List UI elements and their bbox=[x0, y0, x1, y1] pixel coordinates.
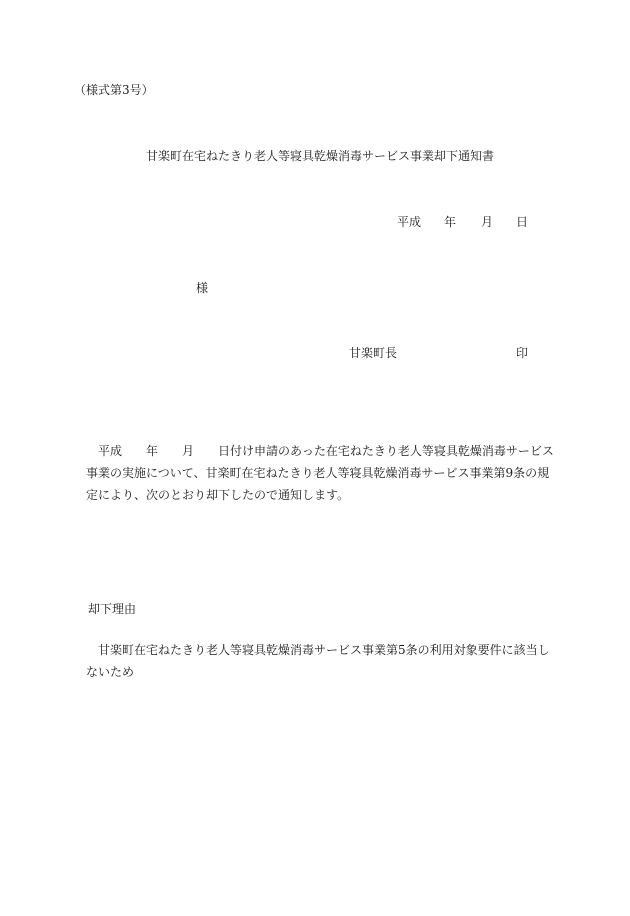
document-title: 甘楽町在宅ねたきり老人等寝具乾燥消毒サービス事業却下通知書 bbox=[146, 149, 495, 163]
date-era: 平成 bbox=[397, 215, 422, 229]
body-line: 事業の実施について、甘楽町在宅ねたきり老人等寝具乾燥消毒サービス事業第9条の規 bbox=[86, 466, 550, 480]
date-year: 年 bbox=[444, 215, 457, 229]
reason-line: 甘楽町在宅ねたきり老人等寝具乾燥消毒サービス事業第5条の利用対象要件に該当し bbox=[86, 643, 550, 657]
date-month: 月 bbox=[481, 215, 494, 229]
body-line: 平成 年 月 日付け申請のあった在宅ねたきり老人等寝具乾燥消毒サービス bbox=[86, 444, 554, 458]
issuer-name: 甘楽町長 bbox=[349, 346, 398, 360]
reason-heading: 却下理由 bbox=[88, 602, 137, 616]
form-number: （様式第3号） bbox=[74, 83, 154, 97]
body-line: 定により、次のとおり却下したので通知します。 bbox=[86, 488, 350, 502]
addressee-honorific: 様 bbox=[196, 281, 209, 295]
date-day: 日 bbox=[516, 215, 529, 229]
reason-line: ないため bbox=[86, 665, 135, 679]
reason-paragraph bbox=[86, 639, 552, 683]
body-paragraph bbox=[86, 440, 552, 506]
seal-mark: 印 bbox=[516, 346, 529, 360]
